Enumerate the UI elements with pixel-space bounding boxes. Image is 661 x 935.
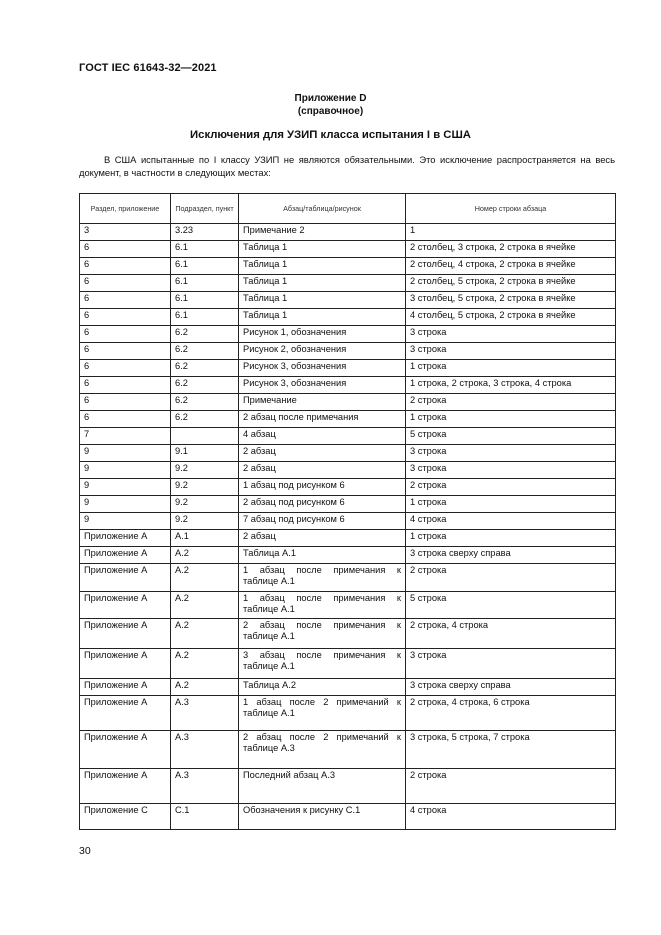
cell-paragraph: 4 абзац: [239, 428, 406, 445]
cell-line-number: 5 строка: [406, 592, 616, 619]
cell-subsection: 6.1: [171, 309, 239, 326]
cell-section: 6: [80, 275, 171, 292]
cell-section: 6: [80, 360, 171, 377]
cell-section: Приложение А: [80, 547, 171, 564]
header-paragraph: Абзац/таблица/рисунок: [239, 194, 406, 224]
cell-paragraph: Обозначения к рисунку С.1: [239, 804, 406, 830]
table-row: [80, 564, 616, 592]
cell-line-number: 2 строка: [406, 394, 616, 411]
cell-line-number: 4 столбец, 5 строка, 2 строка в ячейке: [406, 309, 616, 326]
cell-subsection: 6.2: [171, 394, 239, 411]
cell-subsection: А.3: [171, 696, 239, 731]
cell-section: 6: [80, 394, 171, 411]
cell-section: Приложение С: [80, 804, 171, 830]
cell-line-number: 2 строка, 4 строка, 6 строка: [406, 696, 616, 731]
cell-line-number: 1 строка: [406, 411, 616, 428]
cell-section: 9: [80, 479, 171, 496]
header-line-number: Номер строки абзаца: [406, 194, 616, 224]
header-section: Раздел, приложение: [80, 194, 171, 224]
cell-paragraph: 3 абзац после примечания к таблице А.1: [239, 649, 406, 679]
cell-section: 9: [80, 513, 171, 530]
table-row: [80, 258, 616, 275]
cell-paragraph: 1 абзац после примечания к таблице А.1: [239, 564, 406, 592]
cell-subsection: 9.1: [171, 445, 239, 462]
cell-subsection: А.2: [171, 547, 239, 564]
cell-paragraph: Рисунок 3, обозначения: [239, 377, 406, 394]
cell-section: 7: [80, 428, 171, 445]
cell-paragraph: Таблица А.1: [239, 547, 406, 564]
cell-line-number: 3 строка: [406, 649, 616, 679]
cell-subsection: А.3: [171, 769, 239, 804]
cell-line-number: 3 строка: [406, 326, 616, 343]
cell-line-number: 4 строка: [406, 804, 616, 830]
cell-section: 6: [80, 343, 171, 360]
table-row: [80, 411, 616, 428]
table-row: [80, 731, 616, 769]
cell-line-number: 2 строка: [406, 479, 616, 496]
cell-section: 6: [80, 326, 171, 343]
cell-subsection: 9.2: [171, 496, 239, 513]
table-row: [80, 462, 616, 479]
cell-line-number: 2 строка: [406, 564, 616, 592]
cell-subsection: 6.1: [171, 241, 239, 258]
cell-paragraph: Таблица 1: [239, 241, 406, 258]
cell-section: Приложение А: [80, 619, 171, 649]
cell-section: Приложение А: [80, 649, 171, 679]
cell-section: 6: [80, 241, 171, 258]
document-code: ГОСТ IEC 61643-32—2021: [79, 62, 217, 74]
cell-subsection: А.2: [171, 619, 239, 649]
cell-subsection: 6.2: [171, 377, 239, 394]
cell-line-number: 2 столбец, 3 строка, 2 строка в ячейке: [406, 241, 616, 258]
cell-line-number: 2 столбец, 5 строка, 2 строка в ячейке: [406, 275, 616, 292]
table-row: [80, 513, 616, 530]
cell-subsection: А.3: [171, 731, 239, 769]
table-row: [80, 360, 616, 377]
cell-paragraph: 2 абзац: [239, 530, 406, 547]
page-number: 30: [79, 845, 91, 857]
cell-section: Приложение А: [80, 696, 171, 731]
cell-line-number: 1: [406, 224, 616, 241]
cell-line-number: 3 строка: [406, 462, 616, 479]
cell-paragraph: Таблица 1: [239, 309, 406, 326]
cell-subsection: 9.2: [171, 462, 239, 479]
cell-line-number: 3 строка, 5 строка, 7 строка: [406, 731, 616, 769]
table-row: [80, 224, 616, 241]
cell-subsection: А.2: [171, 564, 239, 592]
annex-status: (справочное): [297, 106, 364, 117]
cell-paragraph: 2 абзац под рисунком 6: [239, 496, 406, 513]
cell-section: 6: [80, 258, 171, 275]
table-header-row: [80, 194, 616, 224]
cell-section: Приложение А: [80, 564, 171, 592]
cell-paragraph: 2 абзац после 2 примечаний к таблице А.3: [239, 731, 406, 769]
cell-section: 6: [80, 309, 171, 326]
header-subsection: Подраздел, пункт: [171, 194, 239, 224]
cell-section: 9: [80, 496, 171, 513]
cell-section: 3: [80, 224, 171, 241]
table-row: [80, 428, 616, 445]
cell-line-number: 1 строка: [406, 530, 616, 547]
cell-subsection: 6.2: [171, 326, 239, 343]
cell-subsection: 3.23: [171, 224, 239, 241]
cell-paragraph: Таблица 1: [239, 292, 406, 309]
cell-line-number: 3 строка сверху справа: [406, 679, 616, 696]
table-row: [80, 547, 616, 564]
cell-line-number: 4 строка: [406, 513, 616, 530]
intro-paragraph: В США испытанные по I классу УЗИП не являются обязательными. Это исключение распространяется на весь документ, в частности в следующих местах:: [79, 154, 615, 178]
cell-section: Приложение А: [80, 769, 171, 804]
cell-section: 6: [80, 377, 171, 394]
table-row: [80, 479, 616, 496]
cell-paragraph: Таблица А.2: [239, 679, 406, 696]
cell-line-number: 1 строка, 2 строка, 3 строка, 4 строка: [406, 377, 616, 394]
cell-line-number: 1 строка: [406, 360, 616, 377]
cell-line-number: 5 строка: [406, 428, 616, 445]
table-row: [80, 769, 616, 804]
table-row: [80, 343, 616, 360]
table-row: [80, 326, 616, 343]
cell-paragraph: Примечание: [239, 394, 406, 411]
cell-section: 6: [80, 292, 171, 309]
cell-subsection: 6.1: [171, 292, 239, 309]
table-row: [80, 394, 616, 411]
table-row: [80, 275, 616, 292]
cell-paragraph: 2 абзац после примечания: [239, 411, 406, 428]
cell-subsection: А.2: [171, 679, 239, 696]
table-row: [80, 696, 616, 731]
annex-title: Приложение D: [294, 93, 367, 104]
cell-paragraph: 2 абзац: [239, 445, 406, 462]
cell-section: 9: [80, 445, 171, 462]
cell-line-number: 3 строка: [406, 445, 616, 462]
cell-subsection: 6.1: [171, 258, 239, 275]
cell-section: 6: [80, 411, 171, 428]
cell-subsection: 6.1: [171, 275, 239, 292]
cell-line-number: 3 строка сверху справа: [406, 547, 616, 564]
table-row: [80, 804, 616, 830]
cell-line-number: 3 строка: [406, 343, 616, 360]
cell-paragraph: Рисунок 2, обозначения: [239, 343, 406, 360]
cell-paragraph: 2 абзац: [239, 462, 406, 479]
cell-subsection: 6.2: [171, 360, 239, 377]
cell-subsection: 6.2: [171, 411, 239, 428]
exceptions-table: [79, 193, 616, 830]
cell-paragraph: Таблица 1: [239, 275, 406, 292]
table-row: [80, 496, 616, 513]
cell-line-number: 2 строка, 4 строка: [406, 619, 616, 649]
cell-paragraph: Рисунок 3, обозначения: [239, 360, 406, 377]
cell-subsection: 9.2: [171, 513, 239, 530]
cell-paragraph: 1 абзац после 2 примечаний к таблице А.1: [239, 696, 406, 731]
cell-paragraph: 1 абзац под рисунком 6: [239, 479, 406, 496]
cell-subsection: С.1: [171, 804, 239, 830]
cell-paragraph: Таблица 1: [239, 258, 406, 275]
cell-paragraph: 7 абзац под рисунком 6: [239, 513, 406, 530]
table-row: [80, 377, 616, 394]
cell-subsection: 9.2: [171, 479, 239, 496]
cell-paragraph: 1 абзац после примечания к таблице А.1: [239, 592, 406, 619]
cell-subsection: А.2: [171, 592, 239, 619]
cell-line-number: 2 строка: [406, 769, 616, 804]
cell-line-number: 2 столбец, 4 строка, 2 строка в ячейке: [406, 258, 616, 275]
cell-paragraph: Последний абзац А.3: [239, 769, 406, 804]
table-row: [80, 679, 616, 696]
cell-line-number: 3 столбец, 5 строка, 2 строка в ячейке: [406, 292, 616, 309]
cell-section: Приложение А: [80, 592, 171, 619]
cell-line-number: 1 строка: [406, 496, 616, 513]
section-title: Исключения для УЗИП класса испытания I в США: [190, 129, 471, 141]
table-row: [80, 649, 616, 679]
cell-subsection: А.2: [171, 649, 239, 679]
cell-paragraph: Примечание 2: [239, 224, 406, 241]
cell-section: Приложение А: [80, 731, 171, 769]
table-row: [80, 592, 616, 619]
cell-paragraph: 2 абзац после примечания к таблице А.1: [239, 619, 406, 649]
cell-subsection: [171, 428, 239, 445]
cell-subsection: А.1: [171, 530, 239, 547]
cell-section: 9: [80, 462, 171, 479]
cell-section: Приложение А: [80, 679, 171, 696]
cell-subsection: 6.2: [171, 343, 239, 360]
table-row: [80, 309, 616, 326]
table-body: [80, 224, 616, 830]
cell-section: Приложение А: [80, 530, 171, 547]
table-row: [80, 445, 616, 462]
table-row: [80, 241, 616, 258]
table-row: [80, 530, 616, 547]
table-row: [80, 292, 616, 309]
cell-paragraph: Рисунок 1, обозначения: [239, 326, 406, 343]
table-row: [80, 619, 616, 649]
